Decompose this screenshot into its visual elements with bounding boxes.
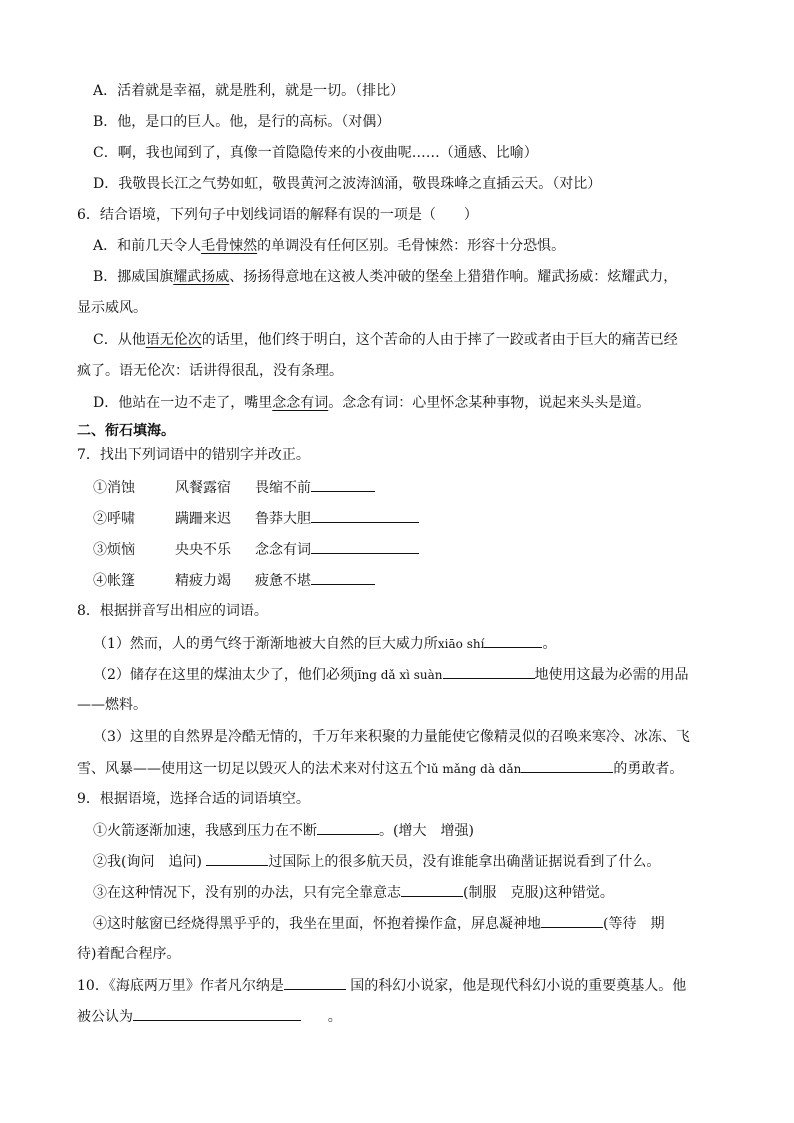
q9-sentence-4 bbox=[93, 913, 664, 934]
pinyin: jīng dǎ xì suàn bbox=[353, 668, 443, 682]
q5-option-c: C．啊，我也闻到了，真像一首隐隐传来的小夜曲呢……（通感、比喻） bbox=[93, 145, 538, 161]
q6-b-underlined-word: 耀武扬威 bbox=[173, 269, 230, 285]
answer-blank[interactable] bbox=[401, 882, 463, 897]
q10-cont-post: 。 bbox=[327, 1009, 342, 1025]
q7-word-1: ④帐篷 bbox=[93, 573, 135, 589]
q6-b-pre: B．挪威国旗 bbox=[93, 269, 174, 285]
q9-s1-post: 。(增大 增强) bbox=[379, 823, 474, 839]
q6-option-c bbox=[93, 330, 678, 350]
q6-b-post: 、扬扬得意地在这被人类冲破的堡垒上猎猎作响。耀武扬威：炫耀武力， bbox=[229, 269, 678, 285]
q8-p3-cont-pre: 雪、风暴——使用这一切足以毁灭人的法术来对付这五个 bbox=[77, 761, 427, 777]
answer-blank[interactable] bbox=[317, 820, 379, 835]
q7-word-2: 央央不乐 bbox=[175, 542, 231, 558]
q5-option-b: B．他，是口的巨人。他，是行的高标。（对偶） bbox=[93, 114, 391, 130]
q6-a-post: 的单调没有任何区别。毛骨悚然：形容十分恐惧。 bbox=[257, 238, 566, 254]
q10-line-2 bbox=[77, 1006, 342, 1027]
q10-pre: 10．《海底两万里》作者凡尔纳是 bbox=[77, 978, 284, 994]
q7-row bbox=[93, 539, 419, 560]
q7-word-2: 蹒跚来迟 bbox=[175, 511, 231, 527]
q7-word-2: 精疲力竭 bbox=[175, 573, 231, 589]
q8-part-3: （3）这里的自然界是冷酷无情的，千万年来积聚的力量能使它像精灵似的召唤来寒冷、冰冻、飞 bbox=[93, 729, 690, 745]
q8-stem: 8．根据拼音写出相应的词语。 bbox=[77, 603, 268, 619]
q10-post: 国的科幻小说家，他是现代科幻小说的重要奠基人。他 bbox=[350, 978, 687, 994]
q6-stem: 6．结合语境，下列句子中划线词语的解释有误的一项是（ ） bbox=[77, 207, 478, 223]
q6-d-post: 。念念有词：心里怀念某种事物，说起来头头是道。 bbox=[328, 395, 651, 411]
q9-sentence-2 bbox=[93, 851, 660, 872]
answer-blank[interactable] bbox=[484, 633, 542, 648]
q8-p2-post: 地使用这最为必需的用品 bbox=[534, 667, 689, 683]
q8-part-1 bbox=[93, 633, 556, 654]
answer-blank[interactable] bbox=[284, 975, 346, 990]
q9-s3-post: (制服 克服)这种错觉。 bbox=[463, 885, 614, 901]
q9-s3-pre: ③在这种情况下，没有别的办法，只有完全靠意志 bbox=[93, 885, 401, 901]
q7-stem: 7．找出下列词语中的错别字并改正。 bbox=[77, 447, 310, 463]
q9-sentence-3 bbox=[93, 882, 614, 903]
answer-blank[interactable] bbox=[311, 477, 375, 492]
q6-option-d bbox=[93, 393, 650, 413]
q9-s2-pre: ②我(询问 追问) bbox=[93, 854, 202, 870]
q6-option-a bbox=[93, 236, 565, 256]
q8-p2-pre: （2）储存在这里的煤油太少了，他们必须 bbox=[93, 667, 354, 683]
q9-s4-post: (等待 期 bbox=[603, 916, 665, 932]
q6-d-underlined-word: 念念有词 bbox=[272, 395, 329, 411]
q6-c-post: 的话里，他们终于明白，这个苦命的人由于摔了一跤或者由于巨大的痛苦已经 bbox=[201, 332, 678, 348]
answer-blank[interactable] bbox=[206, 851, 268, 866]
q9-sentence-1 bbox=[93, 820, 474, 841]
q5-option-d: D．我敬畏长江之气势如虹，敬畏黄河之波涛汹涌，敬畏珠峰之直插云天。（对比） bbox=[93, 176, 602, 192]
q7-word-2: 风餐露宿 bbox=[175, 480, 231, 496]
q8-p1-post: 。 bbox=[542, 636, 557, 652]
q7-word-1: ②呼啸 bbox=[93, 511, 135, 527]
q7-word-3: 鲁莽大胆 bbox=[255, 511, 311, 527]
q6-c-underlined-word: 语无伦次 bbox=[145, 332, 202, 348]
answer-blank[interactable] bbox=[311, 539, 419, 554]
pinyin: xiāo shí bbox=[437, 637, 485, 651]
q6-option-b-cont: 显示威风。 bbox=[77, 300, 147, 316]
q6-d-pre: D．他站在一边不走了，嘴里 bbox=[93, 395, 273, 411]
q7-word-3: 畏缩不前 bbox=[255, 480, 311, 496]
q9-s1-pre: ①火箭逐渐加速，我感到压力在不断 bbox=[93, 823, 317, 839]
q9-s2-post: 过国际上的很多航天员，没有谁能拿出确凿证据说看到了什么。 bbox=[268, 854, 661, 870]
answer-blank[interactable] bbox=[521, 758, 613, 773]
q10-line-1 bbox=[77, 975, 686, 996]
q7-row bbox=[93, 508, 419, 529]
answer-blank[interactable] bbox=[541, 913, 603, 928]
q6-option-c-cont: 疯了。语无伦次：话讲得很乱，没有条理。 bbox=[77, 363, 343, 379]
q9-sentence-4-cont: 待)着配合程序。 bbox=[77, 946, 181, 962]
q8-p1-pre: （1）然而，人的勇气终于渐渐地被大自然的巨大威力所 bbox=[93, 636, 438, 652]
answer-blank[interactable] bbox=[133, 1006, 301, 1021]
q8-part-3-cont bbox=[77, 758, 683, 779]
answer-blank[interactable] bbox=[311, 508, 419, 523]
q8-p3-post: 的勇敢者。 bbox=[613, 761, 684, 777]
q5-option-a: A．活着就是幸福，就是胜利，就是一切。（排比） bbox=[93, 83, 405, 99]
q9-s4-pre: ④这时舷窗已经烧得黑乎乎的，我坐在里面，怀抱着操作盒，屏息凝神地 bbox=[93, 916, 541, 932]
q8-part-2 bbox=[93, 664, 689, 685]
q8-part-2-cont: ——燃料。 bbox=[77, 697, 147, 713]
section-heading: 二、衔石填海。 bbox=[77, 423, 175, 439]
answer-blank[interactable] bbox=[311, 570, 375, 585]
answer-blank[interactable] bbox=[443, 664, 535, 679]
q9-stem: 9．根据语境，选择合适的词语填空。 bbox=[77, 791, 310, 807]
q7-word-1: ①消蚀 bbox=[93, 480, 135, 496]
q6-option-b bbox=[93, 267, 677, 287]
q7-word-3: 念念有词 bbox=[255, 542, 311, 558]
q7-word-3: 疲惫不堪 bbox=[255, 573, 311, 589]
q10-cont-pre: 被公认为 bbox=[77, 1009, 133, 1025]
q6-a-underlined-word: 毛骨悚然 bbox=[201, 238, 258, 254]
q6-a-pre: A．和前几天令人 bbox=[93, 238, 202, 254]
q7-row bbox=[93, 570, 375, 591]
q6-c-pre: C．从他 bbox=[93, 332, 146, 348]
pinyin: lǔ mǎng dà dǎn bbox=[427, 762, 522, 776]
q7-word-1: ③烦恼 bbox=[93, 542, 135, 558]
q7-row bbox=[93, 477, 375, 498]
